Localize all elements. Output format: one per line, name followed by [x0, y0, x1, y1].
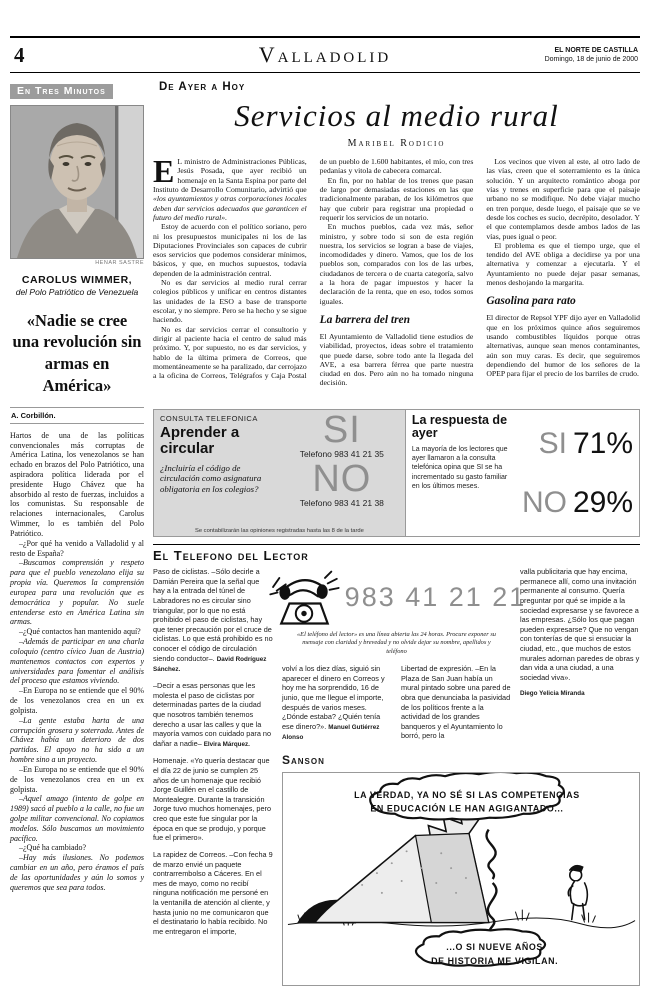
article-paragraph: En muchos pueblos, cada vez más, señor ministro, y sobre todo si son de esta región nuestra, los servicios se logran a base de viajes, incomodidades y dinero. Vamos, que los de los pueblos son, comparados con los de las urbes, ciudadanos de tercera o de cuarta categoría, salvo a la hora de pagar impuestos y hacer la declaración de la renta, que en eso, todos somos iguales. — [319, 222, 474, 306]
letter-paragraph: Paso de ciclistas. –Sólo decirle a Damián Pereira que la señal que hay a la entrada del túnel de Labradores no es circular sino triangular, por lo que no está prohibido el paso de ciclistas, hay que tener precaución por el cruce de ciclistas. Lo que está prohibido es no conocer el código de circulación siendo conductor–. David Rodríguez Sánchez. — [153, 567, 273, 673]
vote-yes-phone: Telefono 983 41 21 35 — [299, 449, 384, 460]
article-paragraph: Los vecinos que viven al este, al otro lado de las vías, creen que el soterramiento es la única solución. Y un arquitecto romántico aboga por vías y trenes en superficie para que el paisaje urbano no se modifique. No debe viajar mucho en tren porque, desde luego, el paisaje que se ve desde los coches es sucio, decrépito, desolador. Y el que contemplamos desde ambos lados de las vías, pues igual o peor. — [486, 157, 640, 241]
interview-answer: –Buscamos comprensión y respeto para que el pueblo venezolano elija su propia vía. Queremos la comprensión europea para una revolución que es democrática y popular. No suele entenderse esto en América Latina sin armas. — [10, 558, 144, 627]
result-yes-value: 71% — [572, 426, 633, 460]
bubble2-line2: DE HISTORIA ME VIGILAN. — [431, 956, 559, 967]
result-yes-label: SI — [538, 426, 567, 460]
paper-name: EL NORTE DE CASTILLA — [554, 46, 638, 54]
bubble2-line1: ...O SI NUEVE AÑOS — [446, 942, 543, 953]
article-headline: Servicios al medio rural — [234, 98, 559, 133]
telefono-heading: El Telefono del Lector — [153, 548, 309, 563]
drop-cap: E — [153, 157, 175, 189]
interview-question: –¿Qué contactos han mantenido aquí? — [19, 627, 141, 637]
telefono-number: 983 41 21 21 — [344, 582, 527, 613]
interview-answer: –La gente estaba harta de una corrupción grosera y soterrada. Antes de Chávez había un deterioro de dos partidos. El apoyo no ha sido a un hombre sino a un proyecto. — [10, 715, 144, 765]
interview-question: –¿Por qué ha venido a Valladolid y al resto de España? — [10, 538, 144, 558]
letter-signature: Diego Yelicia Miranda — [520, 689, 585, 697]
portrait-photo — [10, 105, 144, 266]
telefono-caption: «El teléfono del lector» es una línea abierta las 24 horas. Procure exponer su mensaje con claridad y brevedad y no olvide dejar su nombre, apellidos y teléfono — [296, 631, 497, 655]
consulta-note: Se contabilizarán las opiniones registradas hasta las 8 de la tarde — [194, 528, 364, 534]
interview-answer: –Además de participar en una charla coloquio (centro cívico Juan de Austria) mantenemos contactos con expertos y universidades para fomentar el análisis del proceso que estamos viviendo. — [10, 637, 144, 686]
bubble1-line1: LA VERDAD, YA NO SÉ SI LAS COMPETENCIAS — [354, 790, 580, 801]
telefono-phone-block — [282, 567, 527, 664]
article-paragraph: En fin, por no hablar de los trenes que pasan de largo por demasiadas estaciones en las que tradicionalmente paraban, de los kilómetros que hay que cubrir para registrar una propiedad o requerir los servicios de un notario. — [319, 175, 474, 222]
result-no-label: NO — [521, 485, 567, 519]
cartoon-box — [282, 772, 640, 986]
portrait-illustration — [10, 105, 144, 259]
vote-no-phone: Telefono 983 41 21 38 — [299, 498, 384, 509]
interview-answer: –Hay más ilusiones. No podemos cambiar en un año, pero éramos el país de las oportunidades y aún lo somos y queremos que sea para todos. — [10, 853, 144, 892]
letter-paragraph: Libertad de expresión. –En la Plaza de San Juan había un mural pintado sobre una pared de obra que denunciaba la pasividad de los políticos frente a la actividad de los grandes banqueros y el Ayuntamiento lo borró, pero la — [401, 664, 511, 741]
section-divider — [153, 544, 640, 545]
article-paragraph: No es dar servicios al medio rural cerrar colegios públicos y unificar en centros distantes las unidades de la ESO a base de transporte escolar, y no siempre. Pero se ha hecho y se sigue haciendo. — [153, 278, 307, 325]
article-byline: Maribel Rodicio — [347, 138, 446, 149]
interview-paragraph: Hartos de una de las políticas convencionales más corruptas de América Latina, los venezolanos se han echado en brazos del Polo Patriótico, una aspiradora política liderada por el presidente Hugo Chávez que ha absorbido al resto de fuerzas, incluidos a los comunistas. Su responsable de relaciones internacionales, Carolus Wimmer, lo es también del Polo Patriótico. — [10, 430, 144, 538]
sanson-section — [282, 749, 640, 986]
letter-signature: Elvira Márquez. — [203, 740, 250, 748]
letter-paragraph: valla publicitaria que hay encima, permanece allí, como una invitación permanente al consumo. Quería preguntar por qué se impide a la sociedad expresarse y se favorece a las empresas. ¿Sólo los que pagan pueden expresarse? Que no vengan con tonterías de que si ensuciar la ciudad, etc., que muchos de estos murales adornan paredes de obras y dan vida a una ciudad, a una sociedad viva». — [520, 567, 640, 682]
article-paragraph: El Ayuntamiento de Valladolid tiene estudios de viabilidad, proyectos, ideas sobre el tratamiento que puede darse, sobre todo ante la llegada del AVE, a esa barrera férrea que parte nuestra ciudad en dos. Pero aún no ha tomado ninguna decisión. — [319, 331, 474, 388]
consulta-kicker: CONSULTA TELEFONICA — [160, 414, 258, 423]
interview-answer: –Aquel amago (intento de golpe en 1989) sacó al pueblo a la calle, no fue un golpe militar convencional. No copiamos modelos. Sólo buscamos un movimiento pacífico. — [10, 794, 144, 843]
interview-question: –¿Qué ha cambiado? — [19, 843, 87, 853]
article-paragraph: El problema es que el tiempo urge, que el tendido del AVE obliga a decidirse ya por una alternativa y comenzar a ejecutarla. Y el Ayuntamiento no puede dejar pasar semanas, menos deshojando la margarita. — [486, 240, 640, 288]
telefono-column-4 — [520, 567, 640, 749]
article-paragraph: El director de Repsol YPF dijo ayer en Valladolid que en los próximos quince años seguiremos usando combustibles líquidos porque otras alternativas, aunque sean menos contaminantes, aún son muy caras. Es decir, que seguiremos dependiendo del humor de los señores de la OPEP para fijar el precio de los barriles de crudo. — [486, 313, 640, 379]
answer-results — [508, 414, 633, 532]
interview-question: –En Europa no se entiende que el 90% de los venezolanos crea en un ex golpista. — [10, 764, 144, 794]
telefono-column-1 — [153, 567, 273, 986]
answer-title: La respuesta de ayer — [411, 413, 508, 441]
interview-question: –En Europa no se entiende que el 90% de los venezolanos crea en un ex golpista. — [10, 686, 144, 715]
letter-paragraph: volví a los diez días, siguió sin aparecer el dinero en Correos y hoy me ha sorprendido, 16 de junio, que me llegue el importe, después de varios meses. ¿Dónde estaba? ¿Quién tenía ese dinero?». Manuel Gutiérrez Alonso — [282, 664, 385, 742]
sidebar-interview — [10, 81, 144, 986]
letter-signature: Manuel Gutiérrez Alonso — [282, 723, 380, 742]
telefono-column-3 — [401, 664, 511, 749]
article-paragraph: No es dar servicios cerrar el consultorio y dirigir al paciente hacia el centro de salud más próximo. Y, por supuesto, no es dar servicios, y hablo de la última primera de Correos, que momentáneamente se ha paralizado, dar cerrojazo a la oficina de Correos, Telégrafos y Caja Postal de un pueblo de 1.600 habitantes, el mío, con tres pedanías y vitola de cabecera comarcal. — [153, 157, 474, 381]
page-number: 4 — [14, 42, 25, 67]
consulta-answer-panel — [405, 410, 639, 536]
sanson-heading: Sanson — [282, 753, 325, 768]
interviewee-name: CAROLUS WIMMER, — [21, 274, 133, 286]
vote-yes-label: SI — [322, 409, 361, 451]
consulta-title: Aprender a circular — [160, 424, 240, 457]
answer-text: La mayoría de los lectores que ayer llamaron a la consulta telefónica opina que SI se ha incrementado su gasto familiar en los últimos meses. — [411, 446, 508, 490]
telephone-icon — [267, 567, 341, 629]
article-subhead: Gasolina para rato — [486, 295, 576, 308]
result-no-value: 29% — [572, 485, 633, 519]
interview-body — [10, 431, 144, 893]
pull-quote: «Nadie se cree una revolución sin armas en América» — [12, 310, 142, 395]
page-header — [10, 36, 640, 73]
letter-paragraph: Homenaje. «Yo quería destacar que el día 22 de junio se cumplen 25 años de un homenaje que recibió Jorge Guillén en el castillo de Montealegre. Durante la transición Jorge tuvo muchos homenajes, pero creo que este fue singular por la época en que se produjo, y porque fue el primero». — [153, 756, 272, 843]
telefono-section — [153, 567, 640, 986]
article-kicker: De Ayer a Hoy — [159, 81, 246, 93]
article-body — [153, 157, 640, 401]
article-paragraph: E L ministro de Administraciones Públicas, Jesús Posada, que ayer recibió un homenaje en la Santa Espina por parte del Instituto de Desarrollo Comunitario, advirtió que «los ayuntamientos y otras corporaciones locales deben dar servicios adecuados que garanticen el futuro del medio rural». — [153, 157, 307, 222]
consulta-vote-options — [287, 409, 397, 510]
consulta-question-panel — [154, 410, 405, 536]
bubble1-line2: EN EDUCACIÓN LE HAN AGIGANTADO... — [370, 803, 564, 814]
letter-signature: David Rodríguez Sánchez. — [153, 655, 267, 673]
letter-paragraph: –Decir a esas personas que les molesta el paso de ciclistas por determinadas partes de la ciudad que nosotros también tenemos derecho a usar las calles y que la mayoría vamos con cuidado para no dañar a nadie– Elvira Márquez. — [153, 681, 272, 748]
sanson-cartoon — [283, 773, 639, 985]
sidebar-kicker: En Tres Minutos — [10, 84, 113, 99]
photo-credit: HENAR SASTRE — [95, 260, 144, 266]
vote-no-label: NO — [312, 458, 372, 501]
article-paragraph: Estoy de acuerdo con el político soriano, pero ni los presupuestos municipales ni los de las Diputaciones Provinciales son capaces de cubrir esos servicios que podemos considerar mínimos, básicos, y que, en muchos supuestos, todavía dependen de la administración central. — [153, 222, 307, 278]
consulta-telefonica-box — [153, 409, 640, 537]
letter-paragraph: La rapidez de Correos. –Con fecha 9 de marzo envié un paquete contrarrembolso a Cáceres. En el mes de mayo, como no recibí ninguna notificación me personé en la ventanilla de atención al cliente, y hasta junio no me comunicaron que el destinatario lo había recibido. No me entregaron el importe, — [153, 849, 273, 936]
sidebar-byline: A. Corbillón. — [10, 407, 144, 424]
edition-date: Domingo, 18 de junio de 2000 — [544, 56, 638, 63]
interviewee-title: del Polo Patriótico de Venezuela — [15, 287, 139, 297]
article-subhead: La barrera del tren — [319, 314, 411, 326]
consulta-question: ¿Incluiría el código de circulación como asignatura obligatoria en los colegios? — [160, 462, 262, 495]
telefono-column-2 — [282, 664, 392, 749]
section-masthead: Valladolid — [258, 42, 392, 67]
